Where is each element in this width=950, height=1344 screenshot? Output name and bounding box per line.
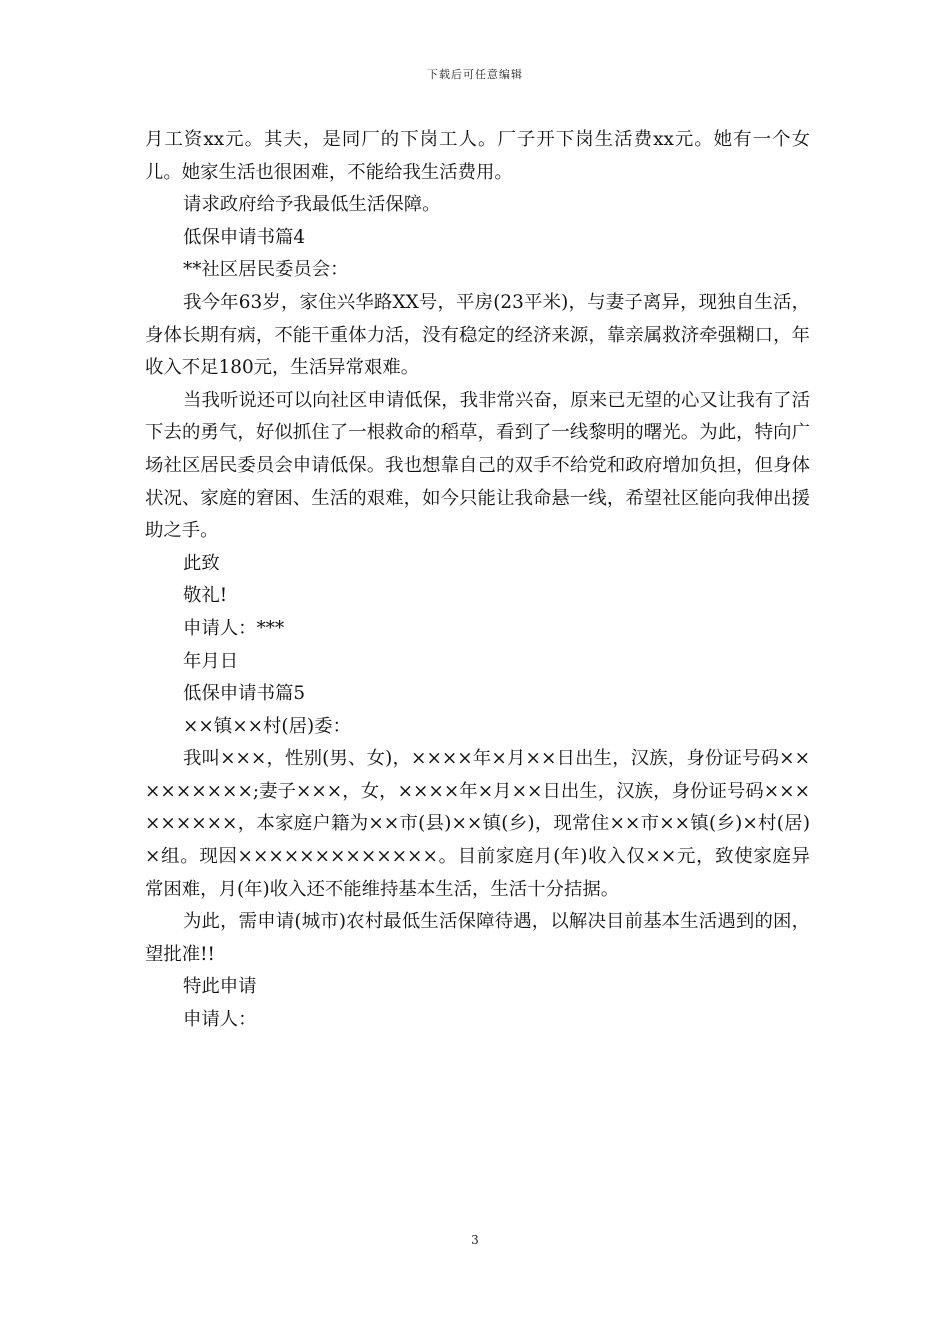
paragraph-request: 请求政府给予我最低生活保障。 <box>183 194 441 216</box>
paragraph-application: 为此，需申请(城市)农村最低生活保障待遇，以解决目前基本生活遇到的困，望批准!! <box>145 911 810 965</box>
date-line: 年月日 <box>183 650 239 672</box>
document-body <box>145 124 810 1037</box>
paragraph-personal-info: 我叫×××，性别(男、女)，××××年×月××日出生，汉族，身份证号码×××××××××;妻子×××，女，××××年×月××日出生，汉族，身份证号码×××××××××，本家庭户籍为××市(县)××镇(乡)，现常住××市××镇(乡)×村(居)×组。现因×××××××××××××。目前家庭月(年)收入仅××元，致使家庭异常困难，月(年)收入还不能维持基本生活，生活十分拮据。 <box>145 748 810 900</box>
section-title-5: 低保申请书篇5 <box>183 683 306 705</box>
applicant-signature: 申请人：*** <box>183 617 285 639</box>
closing-cizhi: 此致 <box>183 552 220 574</box>
paragraph-background: 我今年63岁，家住兴华路XX号，平房(23平米)，与妻子离异，现独自生活，身体长期有病，不能干重体力活，没有稳定的经济来源，靠亲属救济牵强糊口，年收入不足180元，生活异常艰难。 <box>145 291 810 379</box>
applicant-label: 申请人： <box>183 1009 257 1031</box>
section-title-4: 低保申请书篇4 <box>183 226 306 248</box>
salutation-committee: **社区居民委员会： <box>183 259 349 281</box>
page-header: 下载后可任意编辑 <box>427 68 523 81</box>
closing-tecishenqing: 特此申请 <box>183 976 257 998</box>
closing-jingli: 敬礼! <box>183 585 228 607</box>
page-number: 3 <box>471 1233 479 1247</box>
paragraph-salary: 月工资xx元。其夫，是同厂的下岗工人。厂子开下岗生活费xx元。她有一个女儿。她家生活也很困难，不能给我生活费用。 <box>145 129 810 183</box>
paragraph-appeal: 当我听说还可以向社区申请低保，我非常兴奋，原来已无望的心又让我有了活下去的勇气，好似抓住了一根救命的稻草，看到了一线黎明的曙光。为此，特向广场社区居民委员会申请低保。我也想靠自己的双手不给党和政府增加负担，但身体状况、家庭的窘困、生活的艰难，如今只能让我命悬一线，希望社区能向我伸出援助之手。 <box>145 389 810 542</box>
salutation-village: ××镇××村(居)委： <box>183 715 351 737</box>
